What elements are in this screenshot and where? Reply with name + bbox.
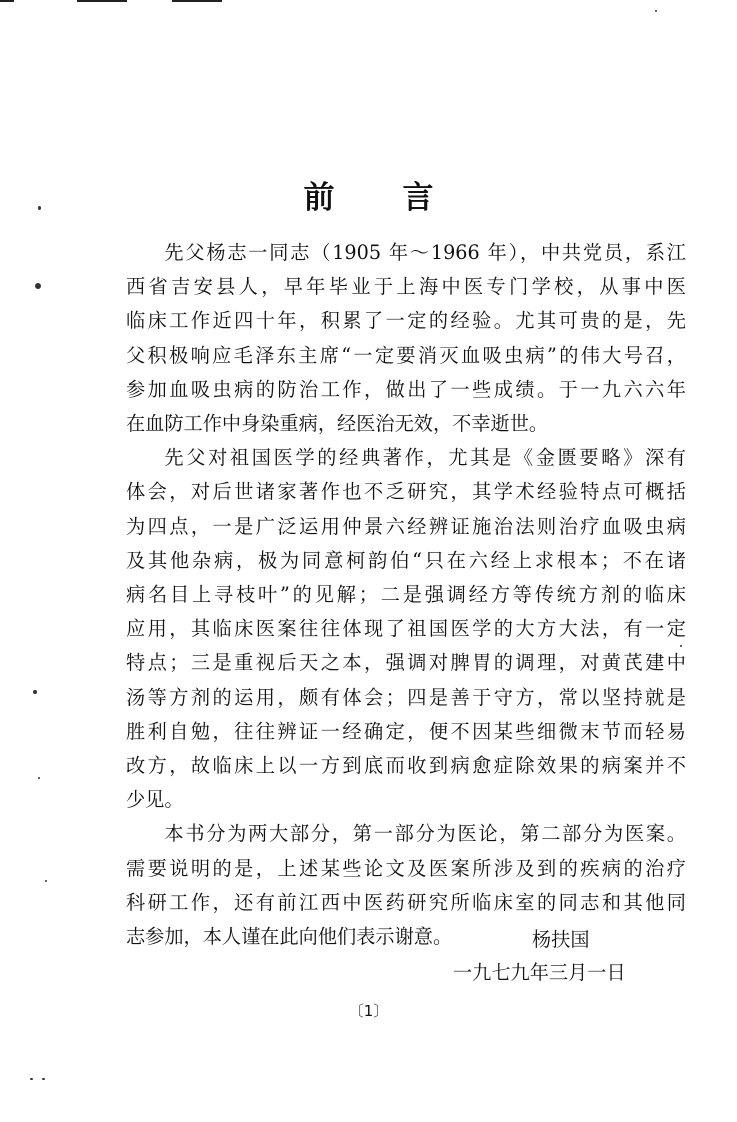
text-line: 特点；三是重视后天之本，强调对脾胃的调理，对黄芪建中: [126, 651, 686, 675]
page-title: [0, 172, 737, 217]
scan-speck: [42, 1078, 45, 1080]
scan-speck: [45, 880, 47, 882]
scan-speck: [35, 283, 41, 289]
text-line: 志参加，本人谨在此向他们表示谢意。: [126, 925, 453, 949]
paragraph-2: [126, 441, 686, 817]
author-signature: 杨扶国: [532, 928, 590, 951]
text-line: 西省吉安县人，早年毕业于上海中医专门学校，从事中医: [126, 275, 686, 299]
scan-speck: [30, 1078, 33, 1080]
page-number: 〔1〕: [348, 1002, 389, 1020]
text-line: 在血防工作中身染重病，经医治无效，不幸逝世。: [126, 412, 549, 436]
text-line: 参加血吸虫病的防治工作，做出了一些成绩。于一九六六年: [126, 377, 686, 401]
scan-speck: [38, 777, 40, 779]
text-line: 先父杨志一同志（1905 年～1966 年），中共党员，系江: [164, 241, 686, 264]
text-line: 先父对祖国医学的经典著作，尤其是《金匮要略》深有: [164, 446, 686, 470]
text-line: 少见。: [126, 788, 184, 812]
text-line: 科研工作，还有前江西中医药研究所临床室的同志和其他同: [126, 890, 686, 914]
scan-speck: [655, 10, 657, 12]
text-line: 本书分为两大部分，第一部分为医论，第二部分为医案。: [164, 822, 686, 846]
text-line: 胜利自勉，往往辨证一经确定，便不因某些细微末节而轻易: [126, 719, 686, 743]
text-line: 改方，故临床上以一方到底而收到病愈症除效果的病案并不: [126, 754, 686, 778]
scan-speck: [33, 690, 37, 694]
title-char: 前: [303, 180, 335, 216]
scan-edge-mark: [77, 0, 127, 2]
text-line: 体会，对后世诸家著作也不乏研究，其学术经验特点可概括: [126, 480, 686, 504]
scan-edge-mark: [172, 0, 222, 2]
text-line: 及其他杂病，极为同意柯韵伯“只在六经上求根本；不在诸: [126, 548, 686, 572]
signing-date: 一九七九年三月一日: [453, 961, 626, 984]
text-line: 需要说明的是，上述某些论文及医案所涉及到的疾病的治疗: [126, 856, 686, 880]
text-line: 临床工作近四十年，积累了一定的经验。尤其可贵的是，先: [126, 309, 686, 333]
paragraph-3: [126, 817, 686, 954]
text-line: 为四点，一是广泛运用仲景六经辨证施治法则治疗血吸虫病: [126, 514, 686, 538]
text-line: 汤等方剂的运用，颇有体会；四是善于守方，常以坚持就是: [126, 685, 686, 709]
preface-body: [126, 236, 686, 954]
text-line: 病名目上寻枝叶”的见解；二是强调经方等传统方剂的临床: [126, 583, 686, 607]
text-line: 应用，其临床医案往往体现了祖国医学的大方大法，有一定: [126, 617, 686, 641]
paragraph-1: [126, 236, 686, 441]
title-char: 言: [402, 180, 434, 216]
scan-edge-mark: [0, 0, 14, 2]
text-line: 父积极响应毛泽东主席“一定要消灭血吸虫病”的伟大号召，: [126, 343, 686, 367]
